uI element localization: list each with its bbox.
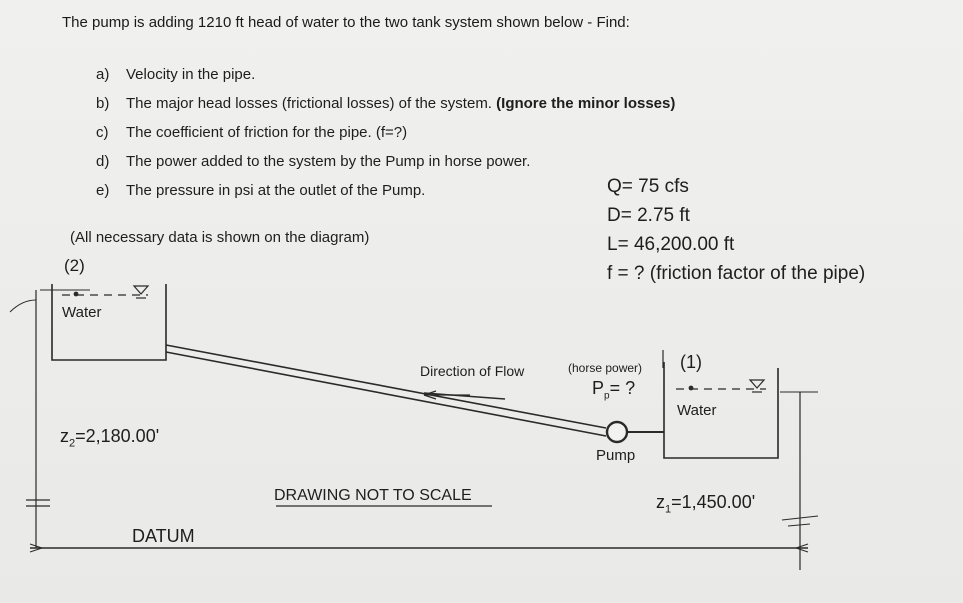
z2-value: =2,180.00' [75, 426, 160, 446]
question-letter: c) [96, 124, 109, 141]
tank-2-fluid-label: Water [62, 304, 102, 321]
data-note: (All necessary data is shown on the diagram) [70, 229, 370, 246]
tank-2-level-dot [74, 292, 79, 297]
given-flow: Q= 75 cfs [607, 176, 689, 197]
question-letter: d) [96, 153, 110, 170]
question-emphasis: (Ignore the minor losses) [496, 95, 676, 112]
pump-label: Pump [596, 447, 636, 464]
scale-note: DRAWING NOT TO SCALE [274, 487, 472, 504]
problem-title: The pump is adding 1210 ft head of water to the two tank system shown below - Find: [62, 14, 630, 31]
flow-direction-label: Direction of Flow [420, 363, 525, 379]
z1-subscript: 1 [665, 503, 672, 516]
z1-elevation-label [656, 492, 755, 516]
given-friction: f = ? (friction factor of the pipe) [607, 263, 866, 284]
pump-power-unknown: = ? [609, 378, 636, 398]
z2-symbol: z [60, 426, 69, 446]
given-length: L= 46,200.00 ft [607, 234, 735, 255]
tank-2-label: (2) [64, 256, 85, 275]
question-text: The major head losses (frictional losses) of the system. [126, 95, 497, 112]
z2-elevation-label [60, 426, 159, 450]
question-text: Velocity in the pipe. [126, 66, 256, 83]
question-text: The pressure in psi at the outlet of the Pump. [126, 182, 426, 199]
tank-1-label: (1) [680, 352, 702, 372]
given-diameter: D= 2.75 ft [607, 205, 690, 226]
pump-power-subscript: p [604, 390, 610, 402]
tank-1-fluid-label: Water [677, 402, 717, 419]
z2-bottom-tick [26, 500, 50, 506]
pump-circle [607, 422, 627, 442]
tank-1-level-dot [689, 386, 694, 391]
tank-1-surface-triangle [750, 380, 764, 388]
z2-top-tick [10, 300, 36, 312]
question-text: The coefficient of friction for the pipe. (f=?) [126, 124, 408, 141]
pump-power-symbol [592, 378, 635, 402]
question-text: The power added to the system by the Pump in horse power. [126, 153, 531, 170]
z1-symbol: z [656, 492, 665, 512]
datum-label: DATUM [132, 526, 195, 546]
question-letter: b) [96, 95, 110, 112]
question-letter: e) [96, 182, 110, 199]
tank-2-surface-triangle [134, 286, 148, 294]
pump-power-p: P [592, 378, 605, 398]
z1-value: =1,450.00' [671, 492, 756, 512]
pipe-upper-wall [166, 345, 606, 428]
pump-power-label: (horse power) [568, 361, 643, 375]
z2-subscript: 2 [69, 437, 76, 450]
pipe-lower-wall [166, 352, 606, 436]
question-letter: a) [96, 66, 110, 83]
